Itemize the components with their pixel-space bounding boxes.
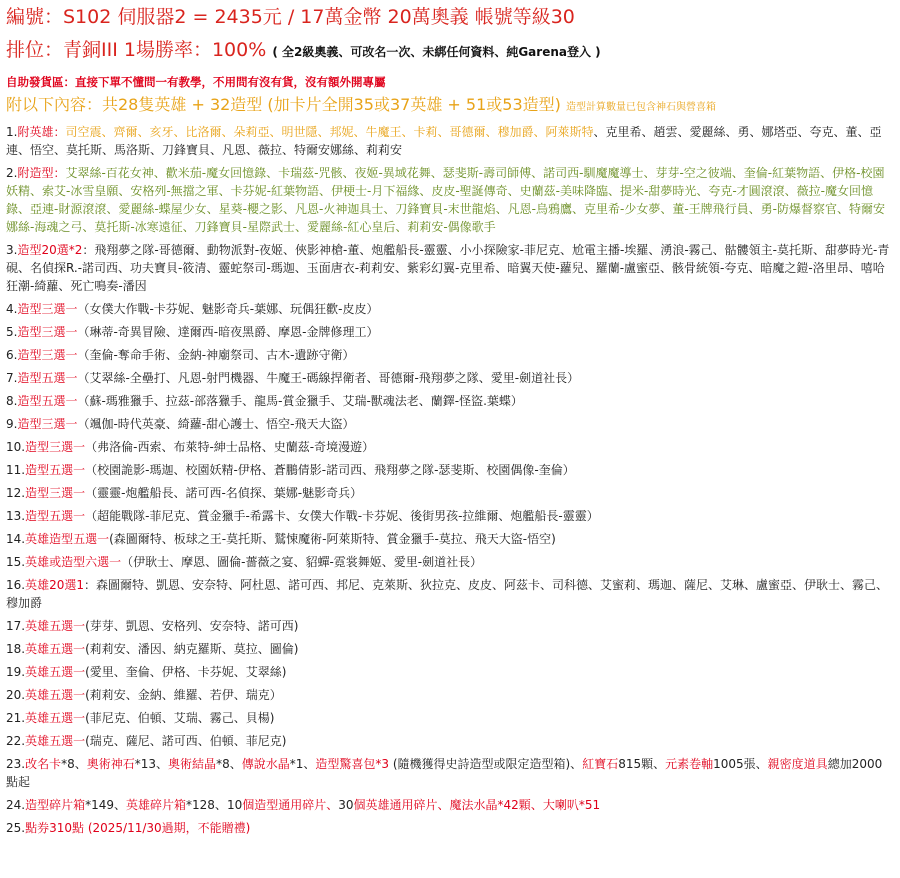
item-part: 改名卡	[25, 757, 62, 771]
item-label: 英雄20選1	[25, 578, 84, 592]
item-text: (菲尼克、伯頓、艾瑞、霧己、貝楊)	[85, 711, 275, 725]
item-label: 造型三選一	[25, 486, 86, 500]
item-part: 親密度道具	[767, 757, 828, 771]
item-number: 23.	[6, 757, 26, 771]
item-part: 英雄碎片箱	[126, 798, 187, 812]
item-part: 個英雄通用碎片、	[353, 798, 450, 812]
item-text: （弗洛倫-西索、布萊特-紳士品格、史蘭茲-奇境漫遊）	[85, 440, 375, 454]
item-part: 30	[338, 798, 354, 812]
list-item	[6, 755, 894, 791]
list-item	[6, 507, 894, 525]
item-text: (森圖爾特、板球之王-莫托斯、鷲悚魔術-阿萊斯特、賞金獵手-莫拉、飛天大盜-悟空)	[109, 532, 556, 546]
item-number: 14.	[6, 532, 26, 546]
item-highlight: 司空震、齊爾、亥牙、比洛爾、朵莉亞、明世隱、邦妮、牛魔王、卡莉、哥德爾、穆加爵、阿萊斯特	[65, 125, 594, 139]
item-part: 紅寶石	[582, 757, 619, 771]
item-text: ：森圖爾特、凱恩、安奈特、阿杜恩、諾可西、邦尼、克萊斯、狄拉克、皮皮、阿茲卡、司科德、艾蜜莉、瑪迦、薩尼、艾琳、盧蜜亞、伊耿士、霧己、穆加爵	[6, 578, 889, 610]
item-part: *149、	[85, 798, 127, 812]
item-label: 英雄或造型六選一	[25, 555, 122, 569]
item-text: 、克里希、趙雲、愛麗絲、勇、娜塔亞、夸克、董、亞連、悟空、莫托斯、馬洛斯、刀鋒寶貝、凡恩、薇拉、特爾安娜絲、莉莉安	[6, 125, 882, 157]
list-item	[6, 617, 894, 635]
item-text: （奎倫-奪命手術、金納-神廟祭司、古木-遺跡守衛）	[77, 348, 355, 362]
listing-title: 編號：S102 伺服器2 = 2435元 / 17萬金幣 20萬奧義 帳號等級30	[6, 6, 575, 28]
item-text: （超能戰隊-菲尼克、賞金獵手-希露卡、女僕大作戰-卡芬妮、後街男孩-拉維爾、炮艦船長-靈靈）	[85, 509, 599, 523]
item-number: 3.	[6, 243, 18, 257]
list-item	[6, 438, 894, 456]
item-text: 艾翠絲-百花女神、歡米茄-魔女回憶錄、卡瑞茲-咒骸、夜姬-異域花舞、瑟斐斯-壽司師傅、諾司西-馴魔魔導士、芽芽-空之彼端、奎倫-紅葉物語、伊格-校園妖精、索艾-冰雪皇願、安格列-無擋之軍、卡芬妮-紅葉物語、伊梗士-月下福緣、皮皮-聖誕傳奇、史蘭茲-美味降臨、提米-甜夢時光、夸克-才圓滾滾、薇拉-魔女回憶錄、亞連-財源滾滾、愛麗絲-蝶屋少女、星葵-櫻之影、凡恩-火神迦具士、刀鋒寶貝-末世龍焰、凡恩-烏鴉鷹、克里希-少女夢、董-王牌飛行員、勇-防爆督察官、特爾安娜絲-海魂之弓、莫托斯-冰寒遠征、刀鋒寶貝-星際武士、愛麗絲-紅心皇后、莉莉安-偶像歌手	[6, 166, 885, 234]
item-number: 19.	[6, 665, 26, 679]
item-number: 12.	[6, 486, 26, 500]
item-label: 造型三選一	[17, 302, 78, 316]
item-number: 22.	[6, 734, 26, 748]
item-part: *128、	[186, 798, 227, 812]
list-item	[6, 553, 894, 571]
item-text: （颯伽-時代英豪、綺蘿-甜心護士、悟空-飛天大盜）	[77, 417, 355, 431]
item-text: （靈靈-炮艦船長、諾可西-名偵探、葉娜-魅影奇兵）	[85, 486, 363, 500]
item-label: 附英雄：	[17, 125, 66, 139]
list-item	[6, 576, 894, 612]
item-part: *1、	[289, 757, 316, 771]
item-text: （蘇-瑪雅獵手、拉茲-部落獵手、龍馬-賞金獵手、艾瑞-獸魂法老、蘭鐸-怪盜.葉蝶）	[77, 394, 523, 408]
item-number: 1.	[6, 125, 18, 139]
item-part: 1005張、	[713, 757, 768, 771]
list-item	[6, 461, 894, 479]
item-label: 英雄造型五選一	[25, 532, 110, 546]
item-text: (瑞克、薩尼、諾可西、伯頓、菲尼克)	[85, 734, 287, 748]
item-part: 奧術神石	[86, 757, 135, 771]
list-item	[6, 796, 894, 814]
contents-main: 附以下內容：共28隻英雄 + 32造型 (加卡片全開35或37英雄 + 51或53造型)	[6, 95, 561, 114]
list-item	[6, 663, 894, 681]
item-number: 13.	[6, 509, 26, 523]
item-text: ：飛翔夢之隊-哥德爾、動物派對-夜姬、俠影神槍-董、炮艦船長-靈靈、小小探險家-菲尼克、尬電主播-埃羅、湧浪-霧己、骷髏領主-莫托斯、甜夢時光-青硯、名偵探R.-諾司西、功夫寶貝-筱清、靈蛇祭司-瑪迦、玉面唐衣-莉莉安、紫彩幻翼-克里希、暗翼天使-蘿兒、羅蘭-盧蜜亞、骸骨統領-夸克、暗魔之鎧-洛里昂、嘻哈狂潮-綺蘿、死亡鳴奏-潘因	[6, 243, 890, 293]
item-part: (隨機獲得史詩造型或限定造型箱)、	[389, 757, 583, 771]
item-label: 附造型：	[17, 166, 66, 180]
item-part: 10	[226, 798, 243, 812]
item-number: 17.	[6, 619, 26, 633]
item-label: 英雄五選一	[25, 619, 86, 633]
item-number: 16.	[6, 578, 26, 592]
item-number: 21.	[6, 711, 26, 725]
list-item	[6, 346, 894, 364]
item-part: *8、	[61, 757, 87, 771]
item-label: 造型三選一	[17, 417, 78, 431]
item-part: 魔法水晶*42顆、	[449, 798, 543, 812]
item-number: 5.	[6, 325, 18, 339]
auto-delivery-notice: 自助發貨區：直接下單不懂問一有教學，不用問有沒有貨，沒有額外開專屬	[6, 75, 386, 89]
item-label: 英雄五選一	[25, 688, 86, 702]
item-number: 6.	[6, 348, 18, 362]
item-number: 18.	[6, 642, 26, 656]
item-text: （伊耿士、摩恩、圖倫-薔薇之宴、貂蟬-霓裳舞姬、愛里-劍道社長）	[121, 555, 483, 569]
rank-text: 排位：青銅III 1場勝率：100%	[6, 39, 267, 61]
item-number: 7.	[6, 371, 18, 385]
list-item	[6, 732, 894, 750]
item-number: 15.	[6, 555, 26, 569]
item-part: 造型驚喜包*3	[315, 757, 389, 771]
list-item	[6, 530, 894, 548]
item-part: 815顆、	[618, 757, 666, 771]
item-label: 英雄五選一	[25, 734, 86, 748]
contents-summary	[6, 94, 894, 119]
item-label: 英雄五選一	[25, 665, 86, 679]
item-label: 造型五選一	[25, 509, 86, 523]
item-label: 點券310點 (2025/11/30過期，不能贈禮)	[25, 821, 251, 835]
item-text: (芽芽、凱恩、安格列、安奈特、諾可西)	[85, 619, 299, 633]
item-part: 大喇叭*51	[542, 798, 601, 812]
item-list	[6, 123, 894, 837]
item-text: (莉莉安、潘因、納克羅斯、莫拉、圖倫)	[85, 642, 299, 656]
list-item	[6, 369, 894, 387]
item-label: 造型五選一	[25, 463, 86, 477]
item-text: （女僕大作戰-卡芬妮、魅影奇兵-葉娜、玩偶狂歡-皮皮）	[77, 302, 379, 316]
item-number: 25.	[6, 821, 26, 835]
item-part: *8、	[216, 757, 242, 771]
list-item	[6, 819, 894, 837]
item-part: *13、	[134, 757, 169, 771]
item-part: 總加2000點起	[6, 757, 883, 789]
item-text: (愛里、奎倫、伊格、卡芬妮、艾翠絲)	[85, 665, 287, 679]
item-part: 個造型通用碎片、	[242, 798, 339, 812]
item-text: （艾翠絲-全壘打、凡恩-射門機器、牛魔王-碼線捍衛者、哥德爾-飛翔夢之隊、愛里-劍道社長）	[77, 371, 580, 385]
list-item	[6, 323, 894, 341]
item-number: 8.	[6, 394, 18, 408]
list-item	[6, 392, 894, 410]
item-text: （琳蒂-奇異冒險、達爾西-暗夜黑爵、摩恩-金牌修理工）	[77, 325, 379, 339]
item-number: 11.	[6, 463, 26, 477]
list-item	[6, 484, 894, 502]
item-number: 2.	[6, 166, 18, 180]
item-number: 4.	[6, 302, 18, 316]
account-note: ( 全2級奧義、可改名一次、未綁任何資料、純Garena登入 )	[272, 45, 601, 59]
item-label: 造型三選一	[17, 348, 78, 362]
item-number: 9.	[6, 417, 18, 431]
item-part: 奧術結晶	[168, 757, 217, 771]
item-part: 元素卷軸	[665, 757, 714, 771]
item-label: 英雄五選一	[25, 711, 86, 725]
item-number: 20.	[6, 688, 26, 702]
item-label: 造型三選一	[17, 325, 78, 339]
list-item	[6, 300, 894, 318]
contents-note: 造型計算數量已包含神石與營喜箱	[565, 102, 716, 113]
item-number: 24.	[6, 798, 26, 812]
item-label: 造型20選*2	[17, 243, 83, 257]
list-item	[6, 709, 894, 727]
item-label: 造型五選一	[17, 394, 78, 408]
item-text: （校園詭影-瑪迦、校園妖精-伊格、蒼鵬倩影-諾司西、飛翔夢之隊-瑟斐斯、校園偶像-奎倫）	[85, 463, 575, 477]
item-label: 造型五選一	[17, 371, 78, 385]
item-label: 英雄五選一	[25, 642, 86, 656]
list-item	[6, 415, 894, 433]
list-item	[6, 241, 894, 295]
list-item	[6, 164, 894, 236]
item-part: 造型碎片箱	[25, 798, 86, 812]
item-text: (莉莉安、金納、維羅、若伊、瑞克）	[85, 688, 282, 702]
list-item	[6, 640, 894, 658]
item-number: 10.	[6, 440, 26, 454]
item-part: 傳說水晶	[241, 757, 290, 771]
list-item	[6, 123, 894, 159]
rank-line	[6, 36, 894, 66]
list-item	[6, 686, 894, 704]
item-label: 造型三選一	[25, 440, 86, 454]
